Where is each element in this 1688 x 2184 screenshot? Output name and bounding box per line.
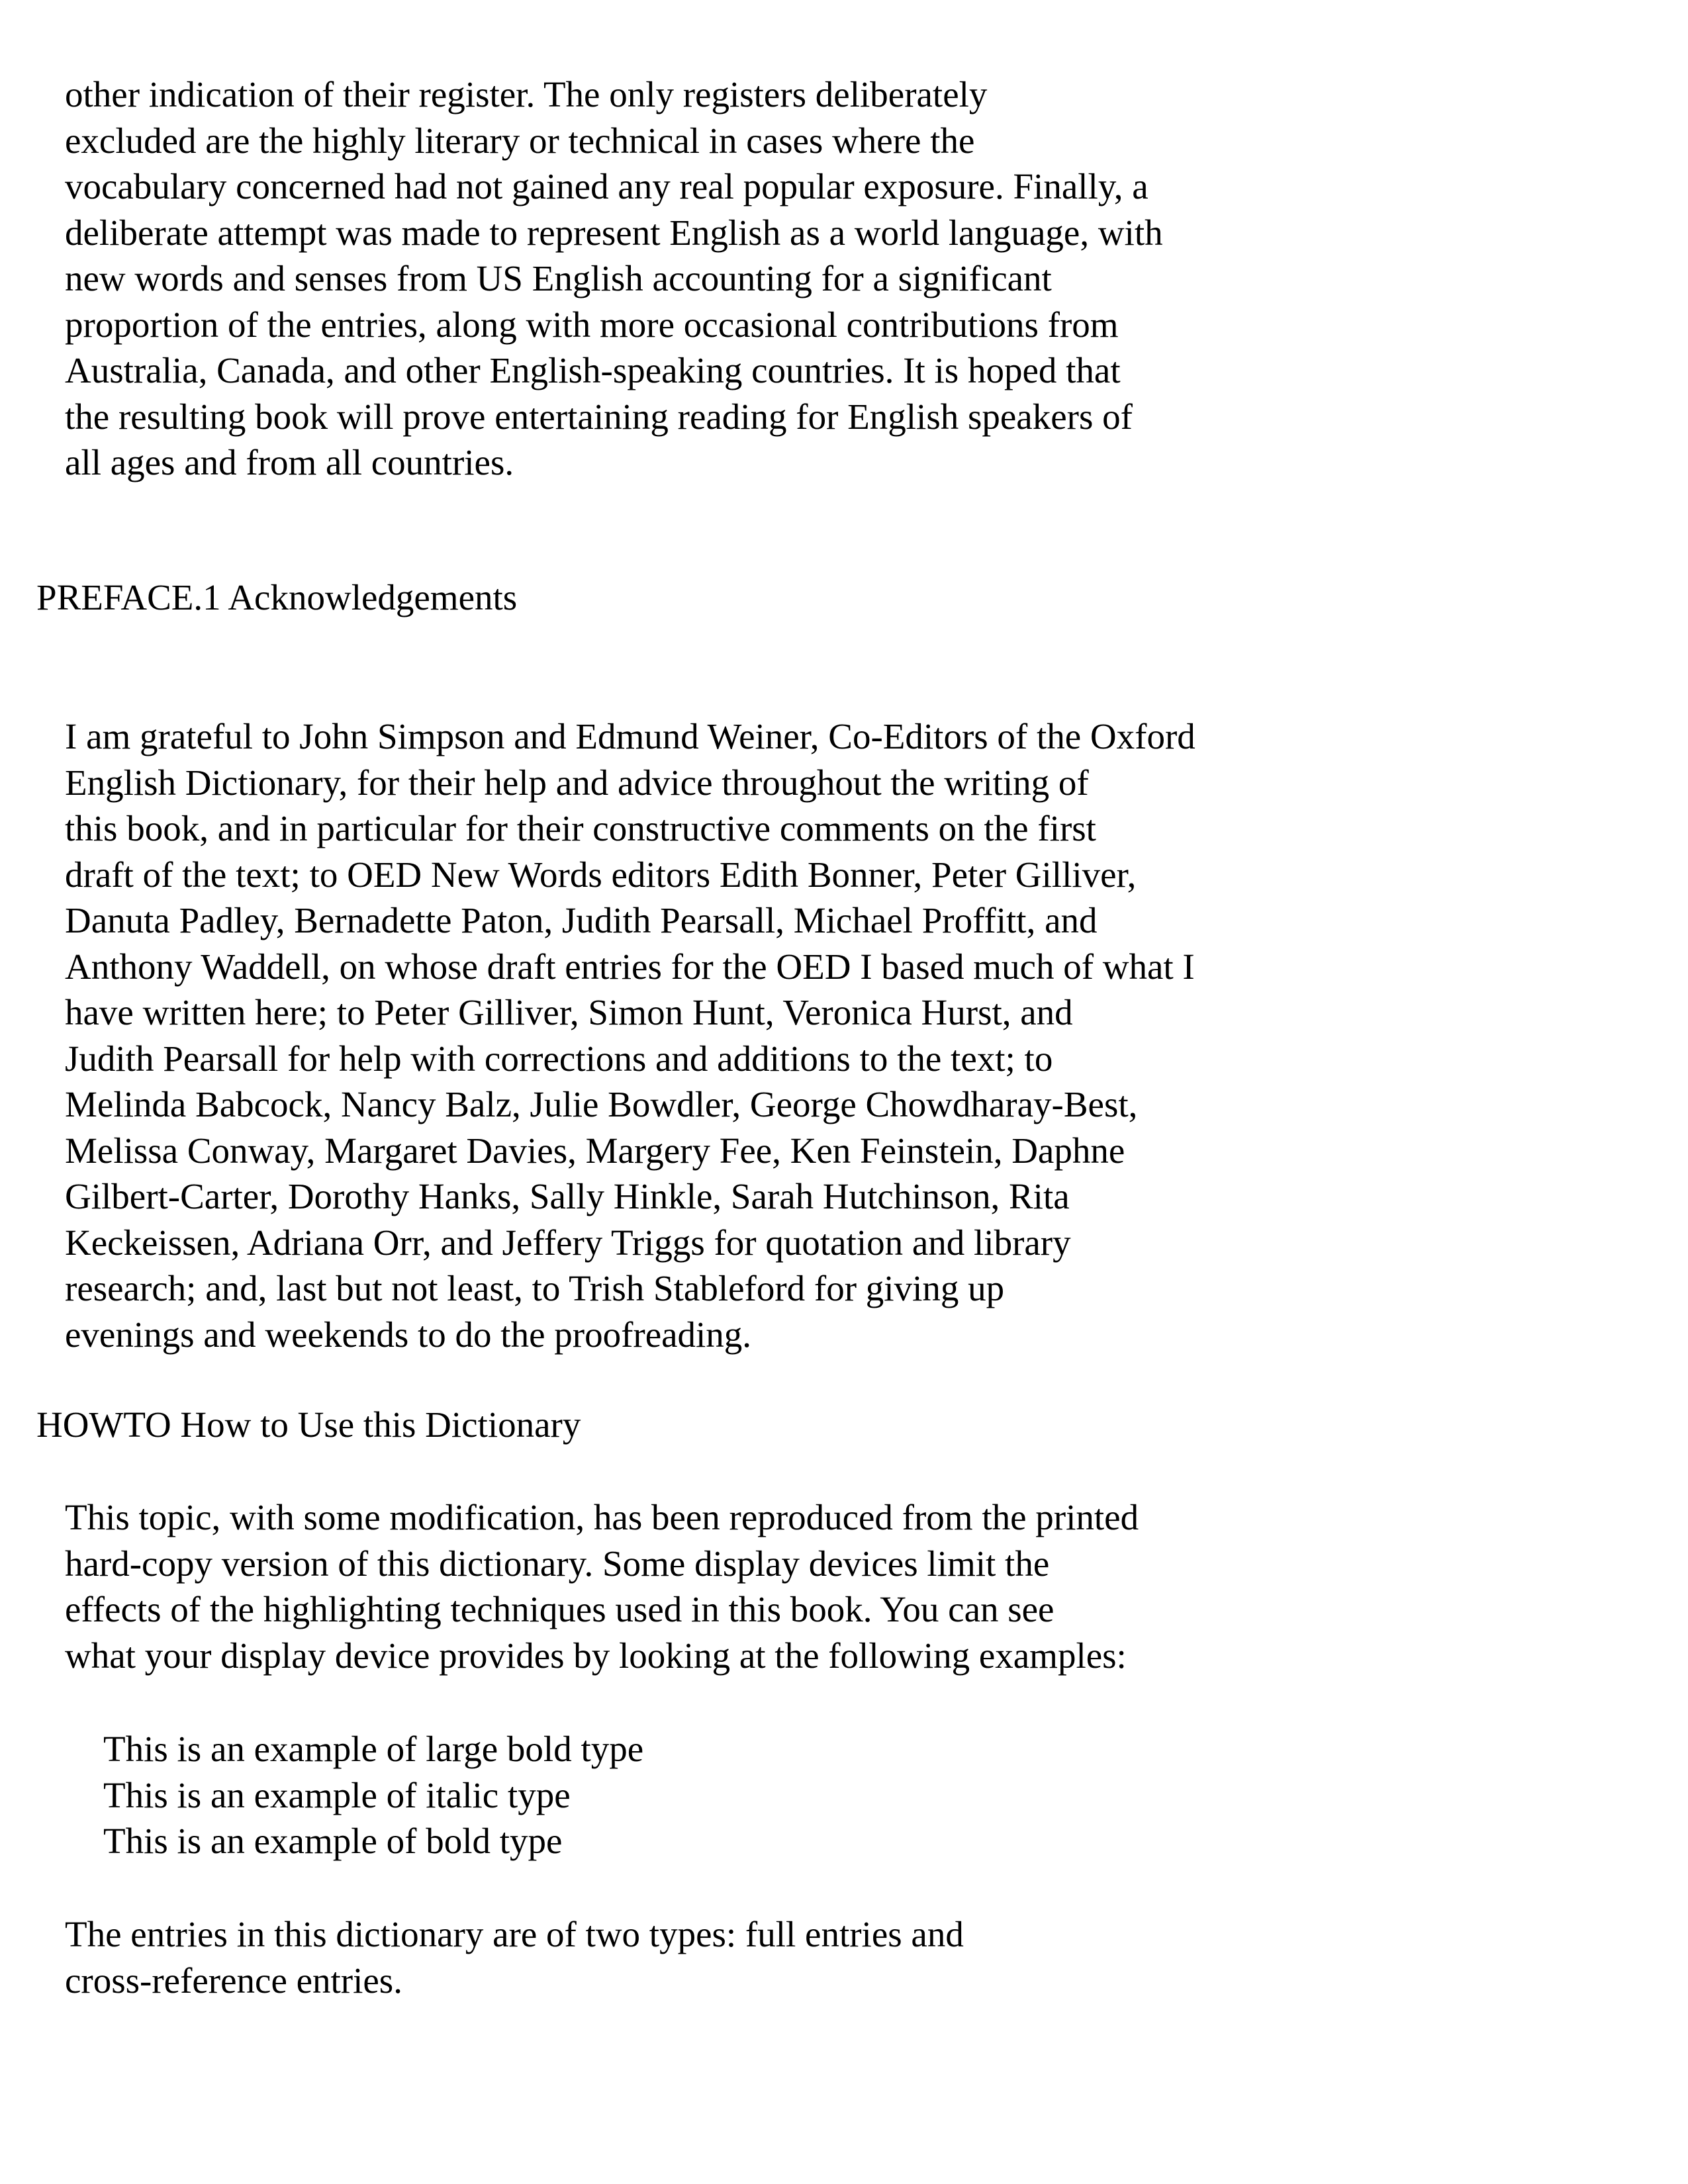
text-line: Judith Pearsall for help with corrections and additions to the text; to [65, 1038, 1053, 1079]
text-line: deliberate attempt was made to represent English as a world language, with [65, 212, 1163, 253]
howto-heading: HOWTO How to Use this Dictionary [36, 1404, 581, 1445]
text-line: Melissa Conway, Margaret Davies, Margery Fee, Ken Feinstein, Daphne [65, 1130, 1125, 1171]
text-line: Anthony Waddell, on whose draft entries for the OED I based much of what I [65, 946, 1195, 987]
text-line: proportion of the entries, along with more occasional contributions from [65, 304, 1119, 345]
text-line: I am grateful to John Simpson and Edmund Weiner, Co-Editors of the Oxford [65, 716, 1196, 756]
text-line: new words and senses from US English accounting for a significant [65, 258, 1052, 298]
entries-paragraph [65, 1911, 964, 2003]
text-line: effects of the highlighting techniques used in this book. You can see [65, 1589, 1055, 1629]
text-line: evenings and weekends to do the proofreading. [65, 1314, 752, 1355]
intro-paragraph [65, 71, 1163, 486]
text-line: this book, and in particular for their constructive comments on the first [65, 808, 1096, 848]
type-examples [103, 1726, 643, 1864]
text-line: Danuta Padley, Bernadette Paton, Judith Pearsall, Michael Proffitt, and [65, 900, 1098, 940]
text-line: draft of the text; to OED New Words editors Edith Bonner, Peter Gilliver, [65, 854, 1137, 895]
text-line: excluded are the highly literary or technical in cases where the [65, 120, 975, 161]
text-line: hard-copy version of this dictionary. Some display devices limit the [65, 1543, 1050, 1584]
acknowledgements-paragraph [65, 713, 1196, 1357]
text-line: The entries in this dictionary are of two types: full entries and [65, 1914, 964, 1954]
example-italic: This is an example of italic type [103, 1774, 571, 1815]
text-line: the resulting book will prove entertaining reading for English speakers of [65, 396, 1133, 437]
text-line: This topic, with some modification, has been reproduced from the printed [65, 1497, 1139, 1537]
text-line: Gilbert-Carter, Dorothy Hanks, Sally Hinkle, Sarah Hutchinson, Rita [65, 1176, 1070, 1216]
text-line: vocabulary concerned had not gained any real popular exposure. Finally, a [65, 166, 1149, 206]
text-line: other indication of their register. The only registers deliberately [65, 74, 988, 114]
text-line: all ages and from all countries. [65, 442, 514, 482]
example-bold: This is an example of bold type [103, 1821, 563, 1861]
text-line: research; and, last but not least, to Trish Stableford for giving up [65, 1268, 1005, 1308]
howto-paragraph [65, 1494, 1139, 1678]
text-line: Melinda Babcock, Nancy Balz, Julie Bowdler, George Chowdharay-Best, [65, 1084, 1138, 1124]
text-line: English Dictionary, for their help and advice throughout the writing of [65, 762, 1089, 803]
text-line: have written here; to Peter Gilliver, Simon Hunt, Veronica Hurst, and [65, 992, 1073, 1032]
text-line: Keckeissen, Adriana Orr, and Jeffery Triggs for quotation and library [65, 1222, 1071, 1263]
example-large-bold: This is an example of large bold type [103, 1729, 644, 1769]
text-line: cross-reference entries. [65, 1960, 402, 2001]
preface-heading: PREFACE.1 Acknowledgements [36, 577, 518, 617]
text-line: what your display device provides by looking at the following examples: [65, 1635, 1127, 1676]
text-line: Australia, Canada, and other English-speaking countries. It is hoped that [65, 350, 1121, 390]
